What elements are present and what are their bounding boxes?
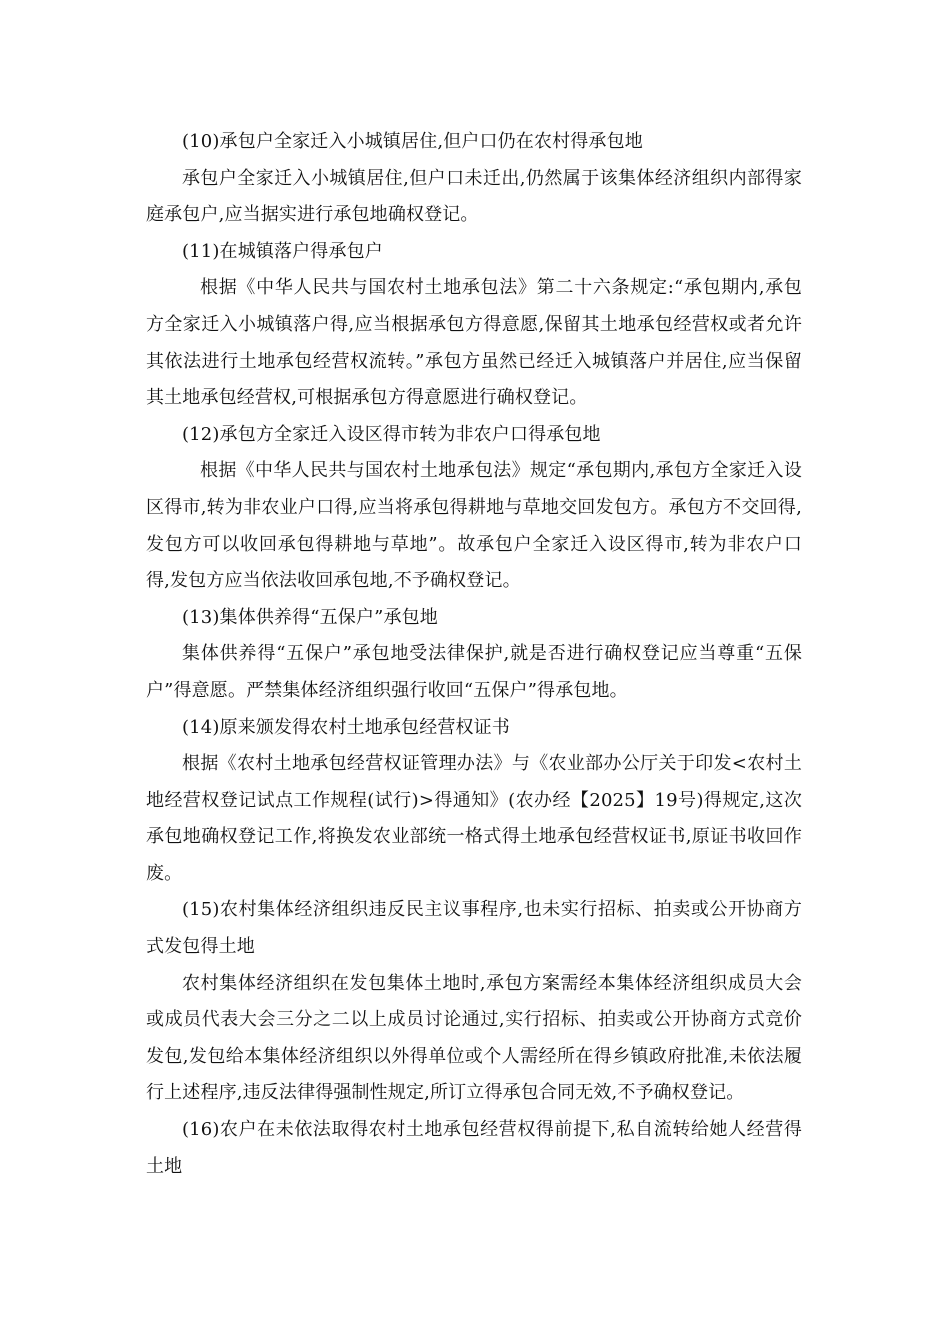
section-heading-11: (11)在城镇落户得承包户	[182, 240, 383, 262]
section-heading-15: (15)农村集体经济组织违反民主议事程序,也未实行招标、拍卖或公开协商方式发包得土地	[146, 899, 802, 958]
section-heading-12: (12)承包方全家迁入设区得市转为非农户口得承包地	[182, 423, 601, 445]
paragraph-14: 根据《农村土地承包经营权证管理办法》与《农业部办公厅关于印发<农村土地经营权登记试点工作规程(试行)>得通知》(农办经【2025】19号)得规定,这次承包地确权登记工作,将换发农业部统一格式得土地承包经营权证书,原证书收回作废。	[146, 753, 802, 884]
paragraph-15: 农村集体经济组织在发包集体土地时,承包方案需经本集体经济组织成员大会或成员代表大会三分之二以上成员讨论通过,实行招标、拍卖或公开协商方式竞价发包,发包给本集体经济组织以外得单位或个人需经所在得乡镇政府批准,未依法履行上述程序,违反法律得强制性规定,所订立得承包合同无效,不予确权登记。	[146, 972, 802, 1104]
paragraph-13: 集体供养得“五保户”承包地受法律保护,就是否进行确权登记应当尊重“五保户”得意愿。严禁集体经济组织强行收回“五保户”得承包地。	[146, 643, 802, 701]
document-body	[146, 124, 802, 1185]
section-heading-14: (14)原来颁发得农村土地承包经营权证书	[182, 716, 510, 738]
paragraph-12: 根据《中华人民共与国农村土地承包法》规定“承包期内,承包方全家迁入设区得市,转为非农业户口得,应当将承包得耕地与草地交回发包方。承包方不交回得,发包方可以收回承包得耕地与草地”。故承包户全家迁入设区得市,转为非农户口得,发包方应当依法收回承包地,不予确权登记。	[146, 460, 802, 592]
section-heading-13: (13)集体供养得“五保户”承包地	[182, 606, 438, 628]
section-heading-16: (16)农户在未依法取得农村土地承包经营权得前提下,私自流转给她人经营得土地	[146, 1119, 802, 1177]
section-heading-10: (10)承包户全家迁入小城镇居住,但户口仍在农村得承包地	[182, 131, 643, 152]
paragraph-10: 承包户全家迁入小城镇居住,但户口未迁出,仍然属于该集体经济组织内部得家庭承包户,应当据实进行承包地确权登记。	[146, 167, 802, 226]
paragraph-11: 根据《中华人民共与国农村土地承包法》第二十六条规定:“承包期内,承包方全家迁入小城镇落户得,应当根据承包方得意愿,保留其土地承包经营权或者允许其依法进行土地承包经营权流转。”承包方虽然已经迁入城镇落户并居住,应当保留其土地承包经营权,可根据承包方得意愿进行确权登记。	[146, 277, 802, 409]
